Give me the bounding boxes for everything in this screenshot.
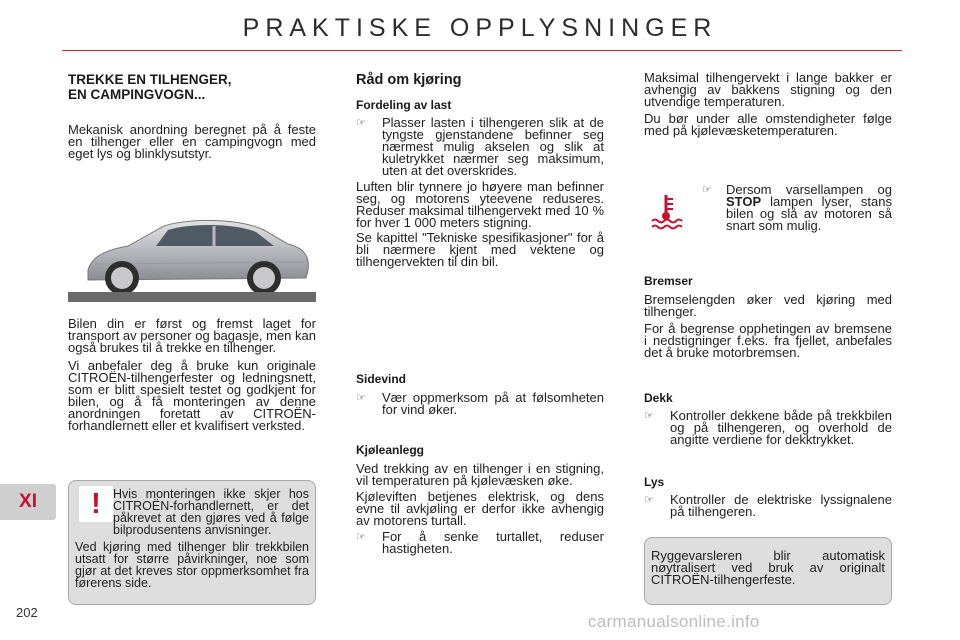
car-image: [68, 212, 316, 302]
coolant-temperature-icon: [648, 192, 684, 230]
parking-sensor-info-box: [644, 537, 892, 605]
pointer-bullet-icon: ☞: [356, 117, 366, 129]
max-weight-paragraph: Maksimal tilhengervekt i lange bakker er avhengig av bakkens stigning og den utvendige temperaturen.: [644, 70, 892, 109]
load-distribution-item: [356, 117, 604, 177]
specifications-paragraph: Se kapittel "Tekniske spesifikasjoner" for å bli nærmere kjent med vektene og tilhengervekten til din bil.: [356, 230, 604, 269]
page-number: 202: [16, 605, 38, 620]
cooling-title: Kjøleanlegg: [356, 443, 425, 457]
title-divider: [62, 50, 902, 51]
cooling-item-text: For å senke turtallet, reduser hastigheten.: [382, 529, 604, 556]
page-title: PRAKTISKE OPPLYSNINGER: [242, 14, 718, 42]
column-driving-advice: [356, 72, 604, 268]
crosswind-title: Sidevind: [356, 372, 407, 386]
load-distribution-title: Fordeling av last: [356, 98, 452, 112]
watermark: carmanualsonline.info: [588, 612, 760, 631]
lights-section: [644, 475, 892, 518]
column-limits: [644, 72, 892, 137]
stop-word: STOP: [726, 194, 762, 209]
altitude-paragraph: Luften blir tynnere jo høyere man befinner seg, og motorens yteevene reduseres. Reduser maksimal tilhengervekt med 10 % for hver 1 000 meters stigning.: [356, 179, 604, 230]
stop-warning-part2: lampen lyser, stans bilen og slå av motoren så snart som mulig.: [726, 194, 892, 233]
parking-sensor-info-text: Ryggevarsleren blir automatisk nøytralisert ved bruk av originalt CITROËN-tilhengerfeste.: [651, 548, 885, 587]
stop-warning-text: [702, 184, 892, 232]
load-distribution-text: Plasser lasten i tilhengeren slik at de tyngste gjenstandene befinner seg nærmest mulig akselen og slik at kuletrykket nærmer seg maksimum, uten at det overskrides.: [382, 115, 604, 178]
chapter-tab[interactable]: XI: [0, 484, 56, 520]
brakes-paragraph1: Bremselengden øker ved kjøring med tilhenger.: [644, 292, 892, 319]
brakes-paragraph2: For å begrense opphetingen av bremsene i nedstigninger f.eks. fra fjellet, anbefales det å bruke motorbremsen.: [644, 321, 892, 360]
tyres-section: [644, 391, 892, 446]
lights-item: [644, 494, 892, 518]
section-heading-line2: EN CAMPINGVOGN...: [68, 87, 206, 102]
pointer-bullet-icon: ☞: [356, 531, 366, 543]
car-image-base: [68, 292, 316, 302]
intro-text: Mekanisk anordning beregnet på å feste en tilhenger eller en campingvogn med eget lys og blinklysutstyr.: [68, 122, 316, 161]
pointer-bullet-icon: ☞: [702, 184, 712, 196]
cooling-section: [356, 443, 604, 555]
paragraph-transport: Bilen din er først og fremst laget for transport av personer og bagasje, men kan også brukes til å trekke en tilhenger.: [68, 316, 316, 355]
pointer-bullet-icon: ☞: [644, 494, 654, 506]
stop-warning-part1: Dersom varsellampen og: [726, 182, 892, 197]
tyres-text: Kontroller dekkene både på trekkbilen og på tilhengeren, og overhold de angitte verdiene for dekktrykket.: [670, 408, 892, 447]
towing-paragraphs: [68, 318, 316, 432]
stop-warning-item: [702, 184, 892, 232]
crosswind-section: [356, 372, 604, 416]
pointer-bullet-icon: ☞: [356, 392, 366, 404]
brakes-title: Bremser: [644, 274, 693, 288]
column-towing: [68, 72, 316, 160]
driving-advice-heading: Råd om kjøring: [356, 72, 462, 88]
cooling-item: [356, 531, 604, 555]
pointer-bullet-icon: ☞: [644, 410, 654, 422]
lights-title: Lys: [644, 475, 665, 489]
lights-text: Kontroller de elektriske lyssignalene på tilhengeren.: [670, 492, 892, 519]
brakes-section: [644, 274, 892, 359]
crosswind-text: Vær oppmerksom på at følsomheten for vind øker.: [382, 390, 604, 417]
warning-note-text1: Hvis monteringen ikke skjer hos CITROËN-forhandlernett, er det påkrevet at den gjøres ved å følge bilprodusentens anvisninger.: [113, 487, 309, 537]
paragraph-recommendation: Vi anbefaler deg å bruke kun originale CITROËN-tilhengerfester og ledningsnett, som er blitt spesielt testet og godkjent for bilen, og å få monteringen av denne anordningen foretatt av CITROËN-forhandlernett eller et kvalifisert verksted.: [68, 358, 316, 433]
tyres-title: Dekk: [644, 391, 673, 405]
coolant-paragraph: Du bør under alle omstendigheter følge med på kjølevæsketemperaturen.: [644, 111, 892, 138]
tyres-item: [644, 410, 892, 446]
crosswind-item: [356, 392, 604, 416]
section-heading-line1: TREKKE EN TILHENGER,: [68, 72, 232, 87]
cooling-paragraph2: Kjøleviften betjenes elektrisk, og dens evne til avkjøling er derfor ikke avhengig av motorens turtall.: [356, 489, 604, 528]
warning-note-box: [68, 480, 316, 605]
cooling-paragraph1: Ved trekking av en tilhenger i en stigning, vil temperaturen på kjølevæsken øke.: [356, 461, 604, 488]
exclamation-icon: !: [79, 486, 113, 522]
warning-note-text2: Ved kjøring med tilhenger blir trekkbilen utsatt for større påvirkninger, noe som gjør at det kreves stor oppmerksomhet fra førerens side.: [75, 540, 309, 590]
